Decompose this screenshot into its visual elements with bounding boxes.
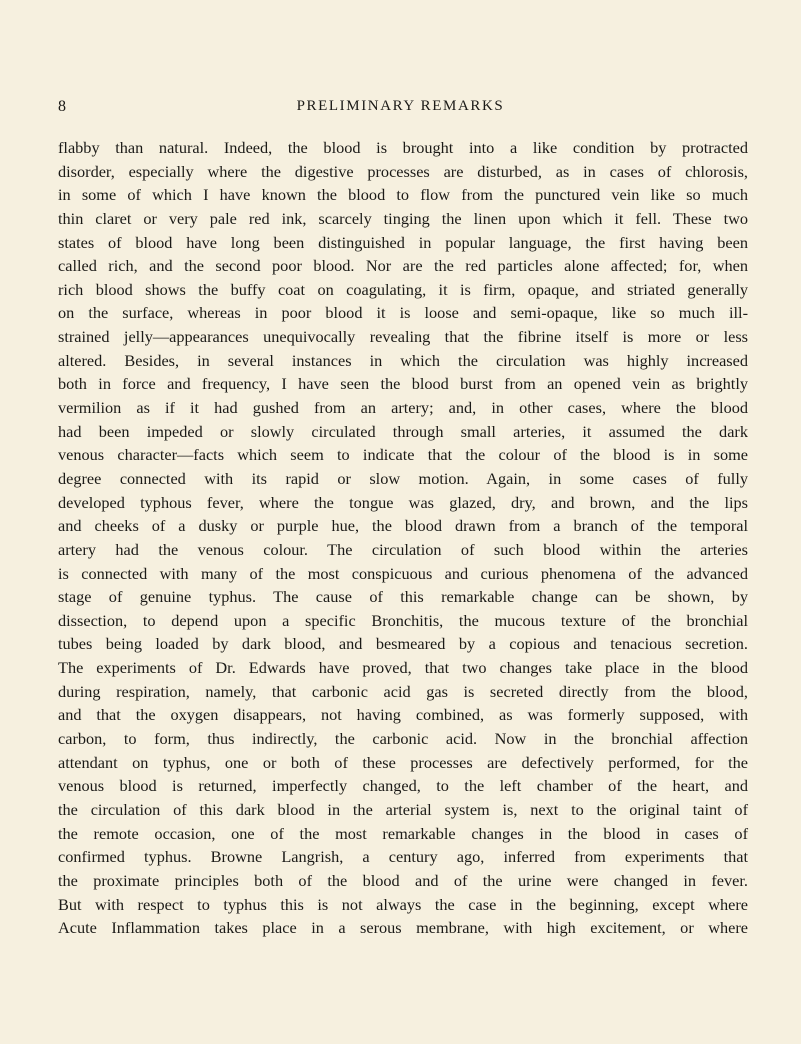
text-line: is connected with many of the most conspicuous and curious phenomena of the advanced (58, 563, 748, 583)
text-line: on the surface, whereas in poor blood it is loose and semi-opaque, like so much ill- (58, 303, 748, 323)
text-line: strained jelly—appearances unequivocally revealing that the fibrine itself is more or less (58, 327, 748, 347)
text-line: But with respect to typhus this is not always the case in the beginning, except where (58, 894, 748, 914)
text-line: and cheeks of a dusky or purple hue, the blood drawn from a branch of the temporal (58, 516, 748, 536)
text-line: tubes being loaded by dark blood, and besmeared by a copious and tenacious secretion. (58, 634, 748, 654)
text-line: venous character—facts which seem to indicate that the colour of the blood is in some (58, 445, 748, 465)
text-line: vermilion as if it had gushed from an artery; and, in other cases, where the blood (58, 398, 748, 418)
text-line: and that the oxygen disappears, not having combined, as was formerly supposed, with (58, 705, 748, 725)
text-line: during respiration, namely, that carbonic acid gas is secreted directly from the blood, (58, 681, 748, 701)
text-line: the remote occasion, one of the most remarkable changes in the blood in cases of (58, 823, 748, 843)
text-line: states of blood have long been distinguished in popular language, the first having been (58, 232, 748, 252)
text-line: both in force and frequency, I have seen the blood burst from an opened vein as brightly (58, 374, 748, 394)
text-line: Acute Inflammation takes place in a serous membrane, with high excitement, or where (58, 918, 748, 938)
text-line: disorder, especially where the digestive processes are disturbed, as in cases of chlorosis, (58, 161, 748, 181)
page-header (0, 98, 801, 122)
text-line: carbon, to form, thus indirectly, the carbonic acid. Now in the bronchial affection (58, 729, 748, 749)
text-line: called rich, and the second poor blood. Nor are the red particles alone affected; for, when (58, 256, 748, 276)
running-head: PRELIMINARY REMARKS (296, 98, 505, 114)
text-line: The experiments of Dr. Edwards have proved, that two changes take place in the blood (58, 658, 748, 678)
text-line: the proximate principles both of the blood and of the urine were changed in fever. (58, 870, 748, 890)
text-line: in some of which I have known the blood to flow from the punctured vein like so much (58, 185, 748, 205)
text-line: developed typhous fever, where the tongue was glazed, dry, and brown, and the lips (58, 492, 748, 512)
text-line: flabby than natural. Indeed, the blood is brought into a like condition by protracted (58, 138, 748, 157)
text-line: dissection, to depend upon a specific Bronchitis, the mucous texture of the bronchial (58, 610, 748, 630)
text-line: artery had the venous colour. The circulation of such blood within the arteries (58, 539, 748, 559)
text-line: venous blood is returned, imperfectly changed, to the left chamber of the heart, and (58, 776, 748, 796)
text-line: degree connected with its rapid or slow motion. Again, in some cases of fully (58, 468, 748, 488)
text-line: rich blood shows the buffy coat on coagulating, it is firm, opaque, and striated generally (58, 279, 748, 299)
body-text (58, 136, 748, 940)
text-line: confirmed typhus. Browne Langrish, a century ago, inferred from experiments that (58, 847, 748, 867)
page-number: 8 (58, 98, 67, 115)
text-line: attendant on typhus, one or both of these processes are defectively performed, for the (58, 752, 748, 772)
text-line: altered. Besides, in several instances in which the circulation was highly increased (58, 350, 748, 370)
text-line: had been impeded or slowly circulated through small arteries, it assumed the dark (58, 421, 748, 441)
text-line: the circulation of this dark blood in the arterial system is, next to the original taint of (58, 799, 748, 819)
text-line: thin claret or very pale red ink, scarcely tinging the linen upon which it fell. These two (58, 208, 748, 228)
text-line: stage of genuine typhus. The cause of this remarkable change can be shown, by (58, 587, 748, 607)
